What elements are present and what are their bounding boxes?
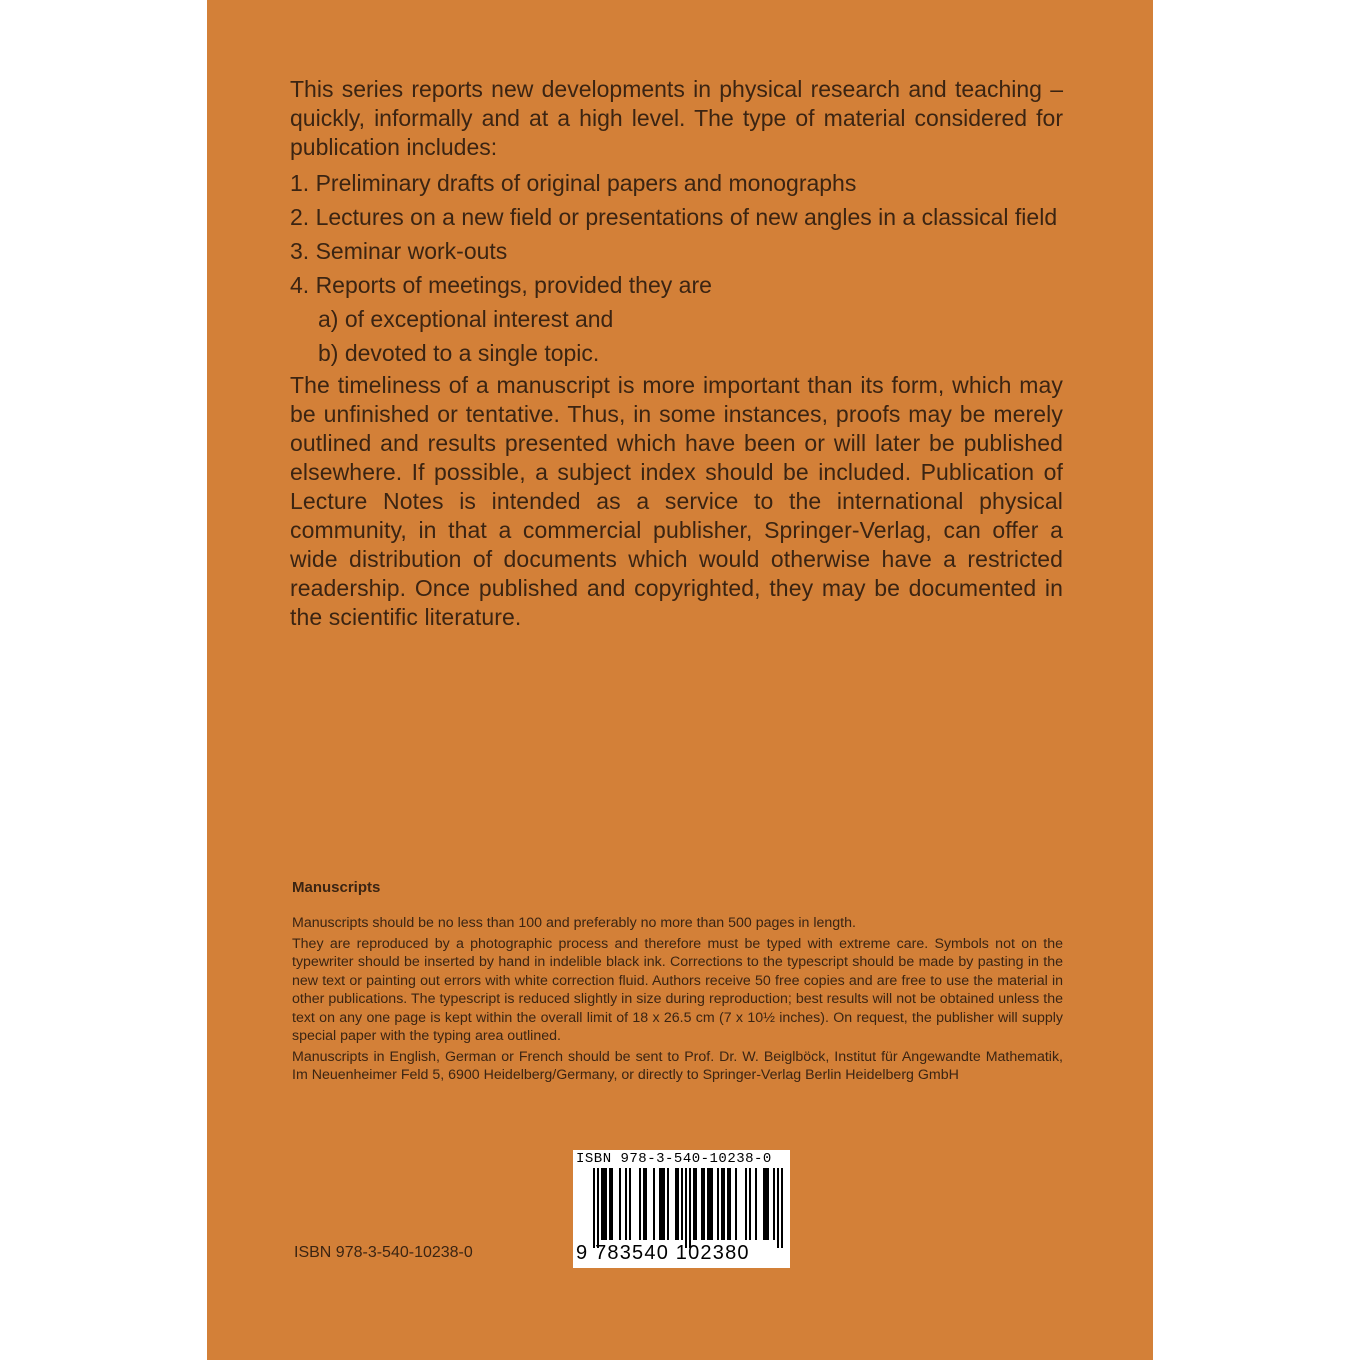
list-item: 4. Reports of meetings, provided they are — [290, 272, 712, 298]
barcode-bar — [675, 1168, 677, 1240]
back-cover — [207, 0, 1153, 1360]
list-item: 1. Preliminary drafts of original papers and monographs — [290, 170, 857, 196]
barcode-bar — [755, 1168, 757, 1240]
barcode-bar — [763, 1168, 765, 1240]
barcode-bar — [773, 1168, 775, 1240]
manuscripts-paragraph: They are reproduced by a photographic process and therefore must be typed with extreme care. Symbols not on the typewriter should be inserted by hand in indelible black ink. Corrections to the typescript should be made by pasting in the new text or painting out errors with white correction fluid. Authors receive 50 free copies and are free to use the material in other publications. The typescript is reduced slightly in size during reproduction; best results will not be obtained unless the text on any one page is kept within the overall limit of 18 x 26.5 cm (7 x 10½ inches). On request, the publisher will supply special paper with the typing area outlined. — [292, 935, 1063, 1044]
barcode-bar — [663, 1168, 665, 1240]
isbn-barcode — [573, 1150, 790, 1268]
barcode-bar — [601, 1168, 603, 1240]
barcode-bar — [693, 1168, 695, 1240]
barcode-bar — [721, 1168, 723, 1240]
barcode-bar — [707, 1168, 709, 1240]
manuscripts-section — [292, 878, 1063, 1087]
barcode-bar — [781, 1168, 783, 1248]
intro-lead: This series reports new developments in physical research and teaching – quickly, informally and at a high level. The type of material considered for publication includes: — [290, 76, 1063, 160]
barcode-bar — [767, 1168, 769, 1240]
isbn-label: ISBN 978-3-540-10238-0 — [294, 1244, 473, 1261]
barcode-bar — [729, 1168, 731, 1240]
barcode-bar — [605, 1168, 607, 1240]
barcode-bar — [625, 1168, 627, 1240]
barcode-bar — [645, 1168, 647, 1240]
barcode-isbn-text: ISBN 978-3-540-10238-0 — [576, 1151, 772, 1167]
barcode-bar — [745, 1168, 747, 1240]
barcode-bar — [609, 1168, 611, 1240]
barcode-bar — [695, 1168, 697, 1240]
list-item: 2. Lectures on a new field or presentations of new angles in a classical field — [290, 204, 1058, 230]
barcode-bar — [723, 1168, 725, 1240]
barcode-bar — [639, 1168, 641, 1240]
barcode-bar — [703, 1168, 705, 1240]
material-list — [290, 169, 1063, 368]
barcode-bar — [659, 1168, 661, 1240]
barcode-bar — [777, 1168, 779, 1248]
barcode-bar — [709, 1168, 711, 1240]
barcode-bar — [701, 1168, 703, 1240]
barcode-bar — [619, 1168, 621, 1240]
barcode-bar — [643, 1168, 645, 1240]
barcode-bar — [653, 1168, 655, 1240]
list-subitem: a) of exceptional interest and — [318, 306, 614, 332]
barcode-bar — [685, 1168, 687, 1248]
barcode-bar — [749, 1168, 751, 1240]
manuscripts-paragraph: Manuscripts should be no less than 100 and preferably no more than 500 pages in length. — [292, 915, 856, 931]
barcode-bar — [661, 1168, 663, 1240]
barcode-bar — [603, 1168, 605, 1240]
barcode-bar — [597, 1168, 599, 1248]
list-subitem: b) devoted to a single topic. — [318, 340, 600, 366]
barcode-bar — [629, 1168, 631, 1240]
barcode-bar — [717, 1168, 719, 1240]
barcode-bar — [727, 1168, 729, 1240]
series-description — [290, 75, 1063, 632]
barcode-bar — [765, 1168, 767, 1240]
barcode-bar — [711, 1168, 713, 1240]
barcode-bar — [593, 1168, 595, 1248]
manuscripts-paragraph: Manuscripts in English, German or French should be sent to Prof. Dr. W. Beiglböck, Institut für Angewandte Mathematik, Im Neuenheimer Feld 5, 6900 Heidelberg/Germany, or directly to Springer-Verlag Berlin Heidelberg GmbH — [292, 1048, 1063, 1083]
intro-body: The timeliness of a manuscript is more important than its form, which may be unfinished or tentative. Thus, in some instances, proofs may be merely outlined and results presented which have been or will later be published elsewhere. If possible, a subject index should be included. Publication of Lecture Notes is intended as a service to the international physical community, in that a commercial publisher, Springer-Verlag, can offer a wide distribution of documents which would otherwise have a restricted readership. Once published and copyrighted, they may be documented in the scientific literature. — [290, 372, 1063, 630]
barcode-bar — [735, 1168, 737, 1240]
manuscripts-heading: Manuscripts — [292, 879, 381, 896]
list-item: 3. Seminar work-outs — [290, 238, 508, 264]
barcode-number: 9 783540 102380 — [576, 1242, 750, 1264]
barcode-bar — [611, 1168, 613, 1240]
barcode-bar — [677, 1168, 679, 1240]
barcode-bar — [689, 1168, 691, 1248]
barcode-bar — [667, 1168, 669, 1240]
barcode-bar — [681, 1168, 683, 1240]
